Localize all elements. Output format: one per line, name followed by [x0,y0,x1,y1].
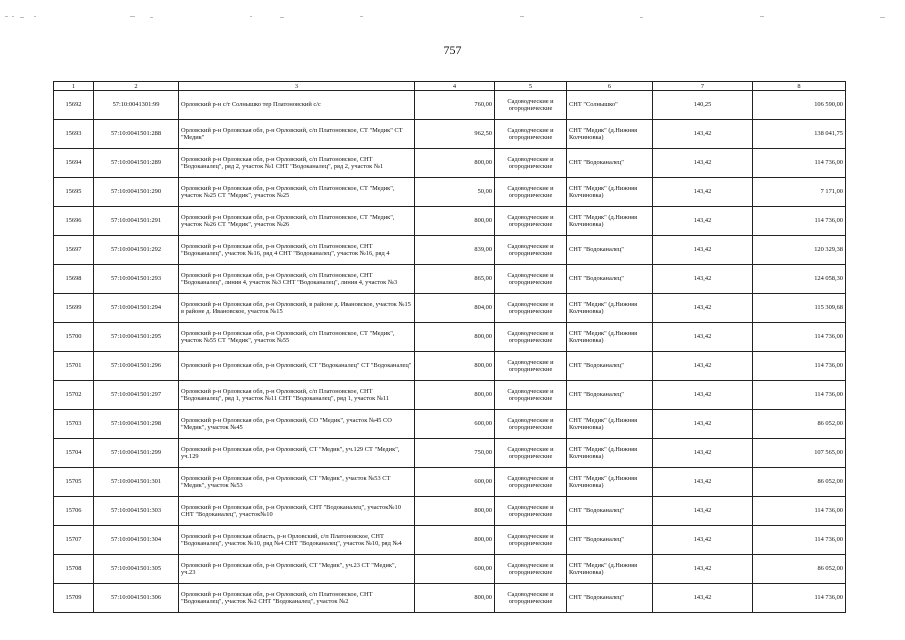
address-cell: Орловский р-н Орловская обл, р-н Орловский, с/п Платоновское, СТ "Медик" СТ "Медик" [179,120,415,149]
unit-price-cell: 143,42 [653,410,753,439]
area-value-cell: 600,00 [415,468,495,497]
area-value-cell: 804,00 [415,294,495,323]
area-value-cell: 800,00 [415,323,495,352]
partnership-name-cell: СНТ "Водоканалец" [567,497,653,526]
unit-price-cell: 143,42 [653,323,753,352]
land-use-cell: Садоводческие и огороднические [495,178,567,207]
unit-price-cell: 140,25 [653,91,753,120]
table-row [54,178,846,207]
partnership-name-cell: СНТ "Медик" (д.Нижняя Колчиновка) [567,410,653,439]
row-number-cell: 15703 [54,410,94,439]
cadastral-value-cell: 115 309,68 [753,294,846,323]
cadastral-value-cell: 114 736,00 [753,207,846,236]
table-row [54,236,846,265]
cadastral-number-cell: 57:10:0041501:306 [94,584,179,613]
land-use-cell: Садоводческие и огороднические [495,294,567,323]
cadastral-number-cell: 57:10:0041501:305 [94,555,179,584]
area-value-cell: 800,00 [415,381,495,410]
page-number: 757 [443,43,462,57]
cadastral-number-cell: 57:10:0041501:304 [94,526,179,555]
row-number-cell: 15707 [54,526,94,555]
land-use-cell: Садоводческие и огороднические [495,323,567,352]
address-cell: Орловский р-н Орловская обл, р-н Орловский, с/п Платоновское, СНТ "Водоканалец", участок №16, ряд 4 СНТ "Водоканалец", участок №16, ряд 4 [179,236,415,265]
cadastral-value-cell: 114 736,00 [753,149,846,178]
address-cell: Орловский р-н Орловская обл, р-н Орловский, с/п Платоновское, СТ "Медик", участок №55 СТ "Медик", участок №55 [179,323,415,352]
land-use-cell: Садоводческие и огороднические [495,352,567,381]
address-cell: Орловский р-н Орловская обл, р-н Орловский, СТ "Медик", участок №53 СТ "Медик", участок №53 [179,468,415,497]
land-use-cell: Садоводческие и огороднические [495,497,567,526]
table-row [54,497,846,526]
unit-price-cell: 143,42 [653,265,753,294]
row-number-cell: 15702 [54,381,94,410]
table-row [54,265,846,294]
land-use-cell: Садоводческие и огороднические [495,555,567,584]
table-row [54,439,846,468]
row-number-cell: 15706 [54,497,94,526]
cadastral-number-cell: 57:10:0041501:297 [94,381,179,410]
cadastral-value-cell: 120 329,38 [753,236,846,265]
address-cell: Орловский р-н Орловская обл, р-н Орловский, с/п Платоновское, СНТ "Водоканалец", ряд 2, участок №1 СНТ "Водоканалец", ряд 2, участок №1 [179,149,415,178]
table-row [54,120,846,149]
table-row [54,555,846,584]
land-use-cell: Садоводческие и огороднические [495,265,567,294]
partnership-name-cell: СНТ "Медик" (д.Нижняя Колчиновка) [567,207,653,236]
cadastral-value-cell: 114 736,00 [753,381,846,410]
address-cell: Орловский р-н Орловская область, р-н Орловский, с/п Платоновское, СНТ "Водоканалец", участок №10, ряд №4 СНТ "Водоканалец", участок №10, ряд №4 [179,526,415,555]
column-header: 5 [495,82,567,91]
cadastral-value-cell: 107 565,00 [753,439,846,468]
row-number-cell: 15695 [54,178,94,207]
cadastral-value-cell: 86 052,00 [753,410,846,439]
unit-price-cell: 143,42 [653,236,753,265]
row-number-cell: 15692 [54,91,94,120]
address-cell: Орловский р-н Орловская обл, р-н Орловский, с/п Платоновское, СТ "Медик", участок №26 СТ "Медик", участок №26 [179,207,415,236]
partnership-name-cell: СНТ "Медик" (д.Нижняя Колчиновка) [567,178,653,207]
table-row [54,410,846,439]
unit-price-cell: 143,42 [653,381,753,410]
table-row [54,526,846,555]
address-cell: Орловский р-н Орловская обл, р-н Орловский, с/п Платоновское, СНТ "Водоканалец", ряд 1, участок №11 СНТ "Водоканалец", ряд 1, участок №11 [179,381,415,410]
area-value-cell: 800,00 [415,352,495,381]
land-use-cell: Садоводческие и огороднические [495,526,567,555]
area-value-cell: 800,00 [415,526,495,555]
address-cell: Орловский р-н Орловская обл, р-н Орловский, с/п Платоновское, СНТ "Водоканалец", линия 4, участок №3 СНТ "Водоканалец", линия 4, участок №3 [179,265,415,294]
unit-price-cell: 143,42 [653,178,753,207]
land-use-cell: Садоводческие и огороднические [495,439,567,468]
cadastral-value-cell: 114 736,00 [753,352,846,381]
scan-noise-marks [0,14,905,20]
partnership-name-cell: СНТ "Медик" (д.Нижняя Колчиновка) [567,294,653,323]
row-number-cell: 15709 [54,584,94,613]
land-use-cell: Садоводческие и огороднические [495,236,567,265]
header-row [54,82,846,91]
partnership-name-cell: СНТ "Медик" (д.Нижняя Колчиновка) [567,120,653,149]
table-row [54,381,846,410]
row-number-cell: 15708 [54,555,94,584]
cadastral-number-cell: 57:10:0041501:295 [94,323,179,352]
table-row [54,323,846,352]
cadastral-number-cell: 57:10:0041501:288 [94,120,179,149]
unit-price-cell: 143,42 [653,439,753,468]
area-value-cell: 962,50 [415,120,495,149]
land-use-cell: Садоводческие и огороднические [495,381,567,410]
area-value-cell: 600,00 [415,410,495,439]
address-cell: Орловский р-н Орловская обл, р-н Орловский, СТ "Медик", уч.23 СТ "Медик", уч.23 [179,555,415,584]
address-cell: Орловский р-н Орловская обл, р-н Орловский, СНТ "Водоканалец", участок№10 СНТ "Водоканалец", участок№10 [179,497,415,526]
row-number-cell: 15694 [54,149,94,178]
unit-price-cell: 143,42 [653,526,753,555]
land-use-cell: Садоводческие и огороднические [495,410,567,439]
unit-price-cell: 143,42 [653,497,753,526]
table-row [54,91,846,120]
partnership-name-cell: СНТ "Медик" (д.Нижняя Колчиновка) [567,323,653,352]
partnership-name-cell: СНТ "Водоканалец" [567,526,653,555]
unit-price-cell: 143,42 [653,120,753,149]
row-number-cell: 15698 [54,265,94,294]
cadastral-number-cell: 57:10:0041501:298 [94,410,179,439]
cadastral-number-cell: 57:10:0041501:293 [94,265,179,294]
unit-price-cell: 143,42 [653,149,753,178]
partnership-name-cell: СНТ "Водоканалец" [567,149,653,178]
cadastral-value-cell: 86 052,00 [753,468,846,497]
land-use-cell: Садоводческие и огороднические [495,584,567,613]
partnership-name-cell: СНТ "Водоканалец" [567,265,653,294]
column-header: 1 [54,82,94,91]
land-use-cell: Садоводческие и огороднические [495,149,567,178]
area-value-cell: 800,00 [415,207,495,236]
area-value-cell: 760,00 [415,91,495,120]
partnership-name-cell: СНТ "Солнышко" [567,91,653,120]
table-body [54,91,846,613]
land-registry-table [53,81,846,613]
row-number-cell: 15696 [54,207,94,236]
area-value-cell: 50,00 [415,178,495,207]
table-row [54,149,846,178]
row-number-cell: 15693 [54,120,94,149]
partnership-name-cell: СНТ "Водоканалец" [567,236,653,265]
row-number-cell: 15705 [54,468,94,497]
unit-price-cell: 143,42 [653,555,753,584]
cadastral-number-cell: 57:10:0041301:99 [94,91,179,120]
cadastral-value-cell: 86 052,00 [753,555,846,584]
table-row [54,294,846,323]
address-cell: Орловский р-н Орловская обл, р-н Орловский, СО "Медик", участок №45 СО "Медик", участок №45 [179,410,415,439]
land-use-cell: Садоводческие и огороднические [495,120,567,149]
address-cell: Орловский р-н Орловская обл, р-н Орловский, с/п Платоновское, СТ "Медик", участок №25 СТ "Медик", участок №25 [179,178,415,207]
area-value-cell: 750,00 [415,439,495,468]
cadastral-value-cell: 106 590,00 [753,91,846,120]
table-row [54,468,846,497]
address-cell: Орловский р-н Орловская обл, р-н Орловский, в районе д. Ивановское, участок №15 в районе д. Ивановское, участок №15 [179,294,415,323]
cadastral-value-cell: 138 041,75 [753,120,846,149]
partnership-name-cell: СНТ "Водоканалец" [567,381,653,410]
cadastral-value-cell: 114 736,00 [753,584,846,613]
cadastral-value-cell: 114 736,00 [753,497,846,526]
column-header: 6 [567,82,653,91]
land-use-cell: Садоводческие и огороднические [495,91,567,120]
row-number-cell: 15700 [54,323,94,352]
partnership-name-cell: СНТ "Медик" (д.Нижняя Колчиновка) [567,439,653,468]
cadastral-number-cell: 57:10:0041501:294 [94,294,179,323]
cadastral-number-cell: 57:10:0041501:299 [94,439,179,468]
cadastral-value-cell: 124 058,30 [753,265,846,294]
row-number-cell: 15701 [54,352,94,381]
table-row [54,584,846,613]
cadastral-number-cell: 57:10:0041501:292 [94,236,179,265]
cadastral-value-cell: 114 736,00 [753,526,846,555]
address-cell: Орловский р-н с/т Солнышко тер Платоновский с/с [179,91,415,120]
area-value-cell: 865,00 [415,265,495,294]
partnership-name-cell: СНТ "Водоканалец" [567,352,653,381]
column-header: 8 [753,82,846,91]
cadastral-number-cell: 57:10:0041501:289 [94,149,179,178]
cadastral-number-cell: 57:10:0041501:290 [94,178,179,207]
cadastral-number-cell: 57:10:0041501:303 [94,497,179,526]
row-number-cell: 15699 [54,294,94,323]
land-use-cell: Садоводческие и огороднические [495,207,567,236]
column-header: 4 [415,82,495,91]
cadastral-number-cell: 57:10:0041501:291 [94,207,179,236]
unit-price-cell: 143,42 [653,352,753,381]
address-cell: Орловский р-н Орловская обл, р-н Орловский, СТ "Медик", уч.129 СТ "Медик", уч.129 [179,439,415,468]
address-cell: Орловский р-н Орловская обл, р-н Орловский, с/п Платоновское, СНТ "Водоканалец", участок №2 СНТ "Водоканалец", участок №2 [179,584,415,613]
partnership-name-cell: СНТ "Медик" (д.Нижняя Колчиновка) [567,468,653,497]
unit-price-cell: 143,42 [653,468,753,497]
area-value-cell: 800,00 [415,497,495,526]
address-cell: Орловский р-н Орловская обл, р-н Орловский, СТ "Водоканалец" СТ "Водоканалец" [179,352,415,381]
cadastral-number-cell: 57:10:0041501:296 [94,352,179,381]
cadastral-value-cell: 114 736,00 [753,323,846,352]
row-number-cell: 15704 [54,439,94,468]
table-row [54,352,846,381]
area-value-cell: 800,00 [415,149,495,178]
row-number-cell: 15697 [54,236,94,265]
area-value-cell: 839,00 [415,236,495,265]
partnership-name-cell: СНТ "Медик" (д.Нижняя Колчиновка) [567,555,653,584]
cadastral-number-cell: 57:10:0041501:301 [94,468,179,497]
unit-price-cell: 143,42 [653,294,753,323]
column-header: 7 [653,82,753,91]
unit-price-cell: 143,42 [653,584,753,613]
column-header: 2 [94,82,179,91]
unit-price-cell: 143,42 [653,207,753,236]
table-row [54,207,846,236]
area-value-cell: 800,00 [415,584,495,613]
column-header: 3 [179,82,415,91]
land-use-cell: Садоводческие и огороднические [495,468,567,497]
area-value-cell: 600,00 [415,555,495,584]
partnership-name-cell: СНТ "Водоканалец" [567,584,653,613]
cadastral-value-cell: 7 171,00 [753,178,846,207]
